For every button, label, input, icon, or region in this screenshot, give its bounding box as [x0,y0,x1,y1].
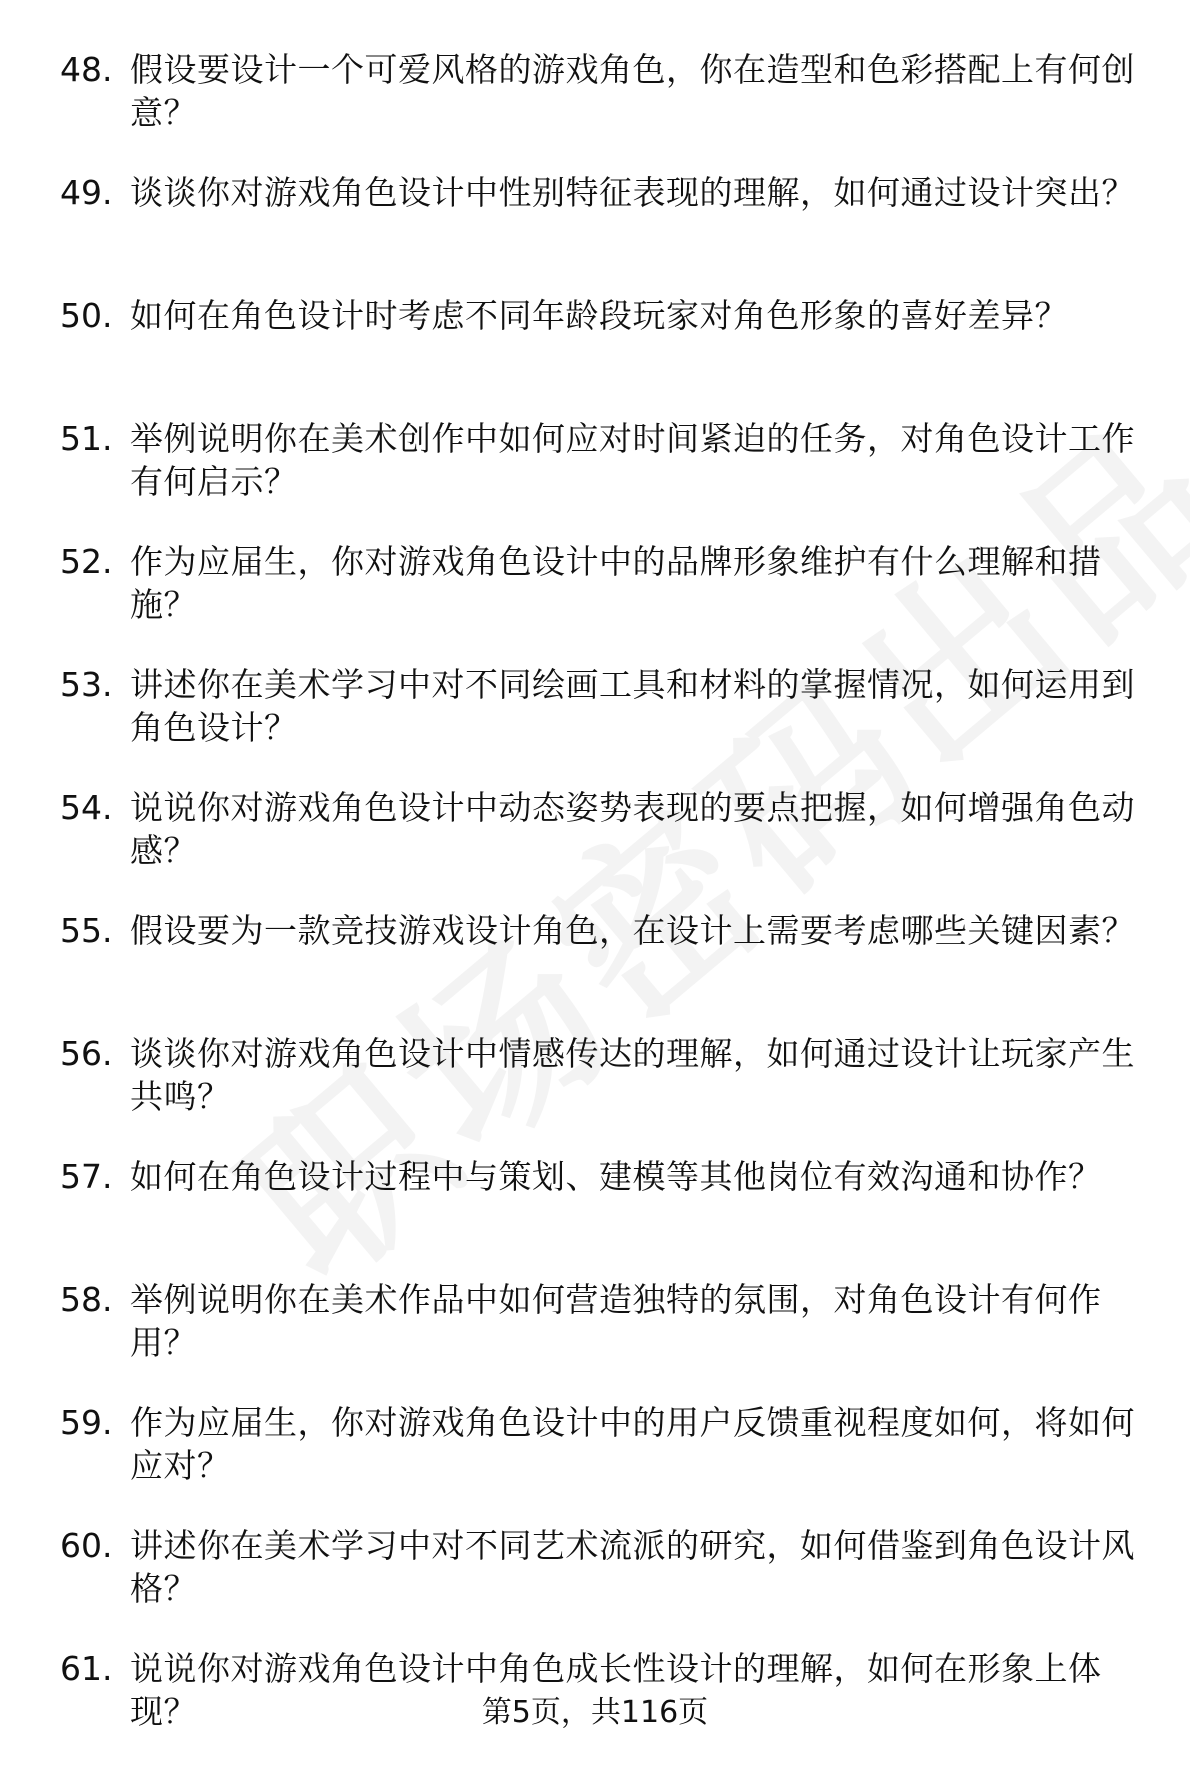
question-number: 59. [60,1403,113,1442]
list-item [0,1155,1190,1278]
list-item [0,786,1190,909]
question-number: 50. [60,296,113,335]
question-text: 如何在角色设计过程中与策划、建模等其他岗位有效沟通和协作？ [130,1157,1102,1196]
list-item [0,171,1190,294]
list-item [0,48,1190,171]
list-item [0,1524,1190,1647]
question-text: 讲述你在美术学习中对不同艺术流派的研究，如何借鉴到角色设计风格？ [130,1526,1135,1608]
question-text: 谈谈你对游戏角色设计中性别特征表现的理解，如何通过设计突出？ [130,173,1135,212]
question-text: 假设要设计一个可爱风格的游戏角色，你在造型和色彩搭配上有何创意？ [130,50,1135,132]
question-number: 51. [60,419,113,458]
question-text: 谈谈你对游戏角色设计中情感传达的理解，如何通过设计让玩家产生共鸣？ [130,1034,1135,1116]
list-item [0,417,1190,540]
question-number: 58. [60,1280,113,1319]
question-number: 60. [60,1526,113,1565]
question-list [0,48,1190,1770]
list-item [0,1401,1190,1524]
question-number: 54. [60,788,113,827]
question-number: 49. [60,173,113,212]
question-text: 讲述你在美术学习中对不同绘画工具和材料的掌握情况，如何运用到角色设计？ [130,665,1135,747]
list-item [0,1278,1190,1401]
question-text: 如何在角色设计时考虑不同年龄段玩家对角色形象的喜好差异？ [130,296,1068,335]
question-text: 作为应届生，你对游戏角色设计中的用户反馈重视程度如何，将如何应对？ [130,1403,1135,1485]
question-number: 48. [60,50,113,89]
list-item [0,663,1190,786]
list-item [0,1032,1190,1155]
question-number: 61. [60,1649,113,1688]
question-number: 52. [60,542,113,581]
question-text: 说说你对游戏角色设计中角色成长性设计的理解，如何在形象上体现？ [130,1649,1102,1731]
question-number: 57. [60,1157,113,1196]
question-text: 作为应届生，你对游戏角色设计中的品牌形象维护有什么理解和措施？ [130,542,1102,624]
question-text: 举例说明你在美术作品中如何营造独特的氛围，对角色设计有何作用？ [130,1280,1102,1362]
list-item [0,294,1190,417]
question-text: 说说你对游戏角色设计中动态姿势表现的要点把握，如何增强角色动感？ [130,788,1135,870]
page-footer: 第5页，共116页 [481,1695,709,1730]
list-item [0,909,1190,1032]
question-number: 56. [60,1034,113,1073]
question-text: 假设要为一款竞技游戏设计角色，在设计上需要考虑哪些关键因素？ [130,911,1135,950]
list-item [0,540,1190,663]
question-number: 55. [60,911,113,950]
question-text: 举例说明你在美术创作中如何应对时间紧迫的任务，对角色设计工作有何启示？ [130,419,1135,501]
question-number: 53. [60,665,113,704]
